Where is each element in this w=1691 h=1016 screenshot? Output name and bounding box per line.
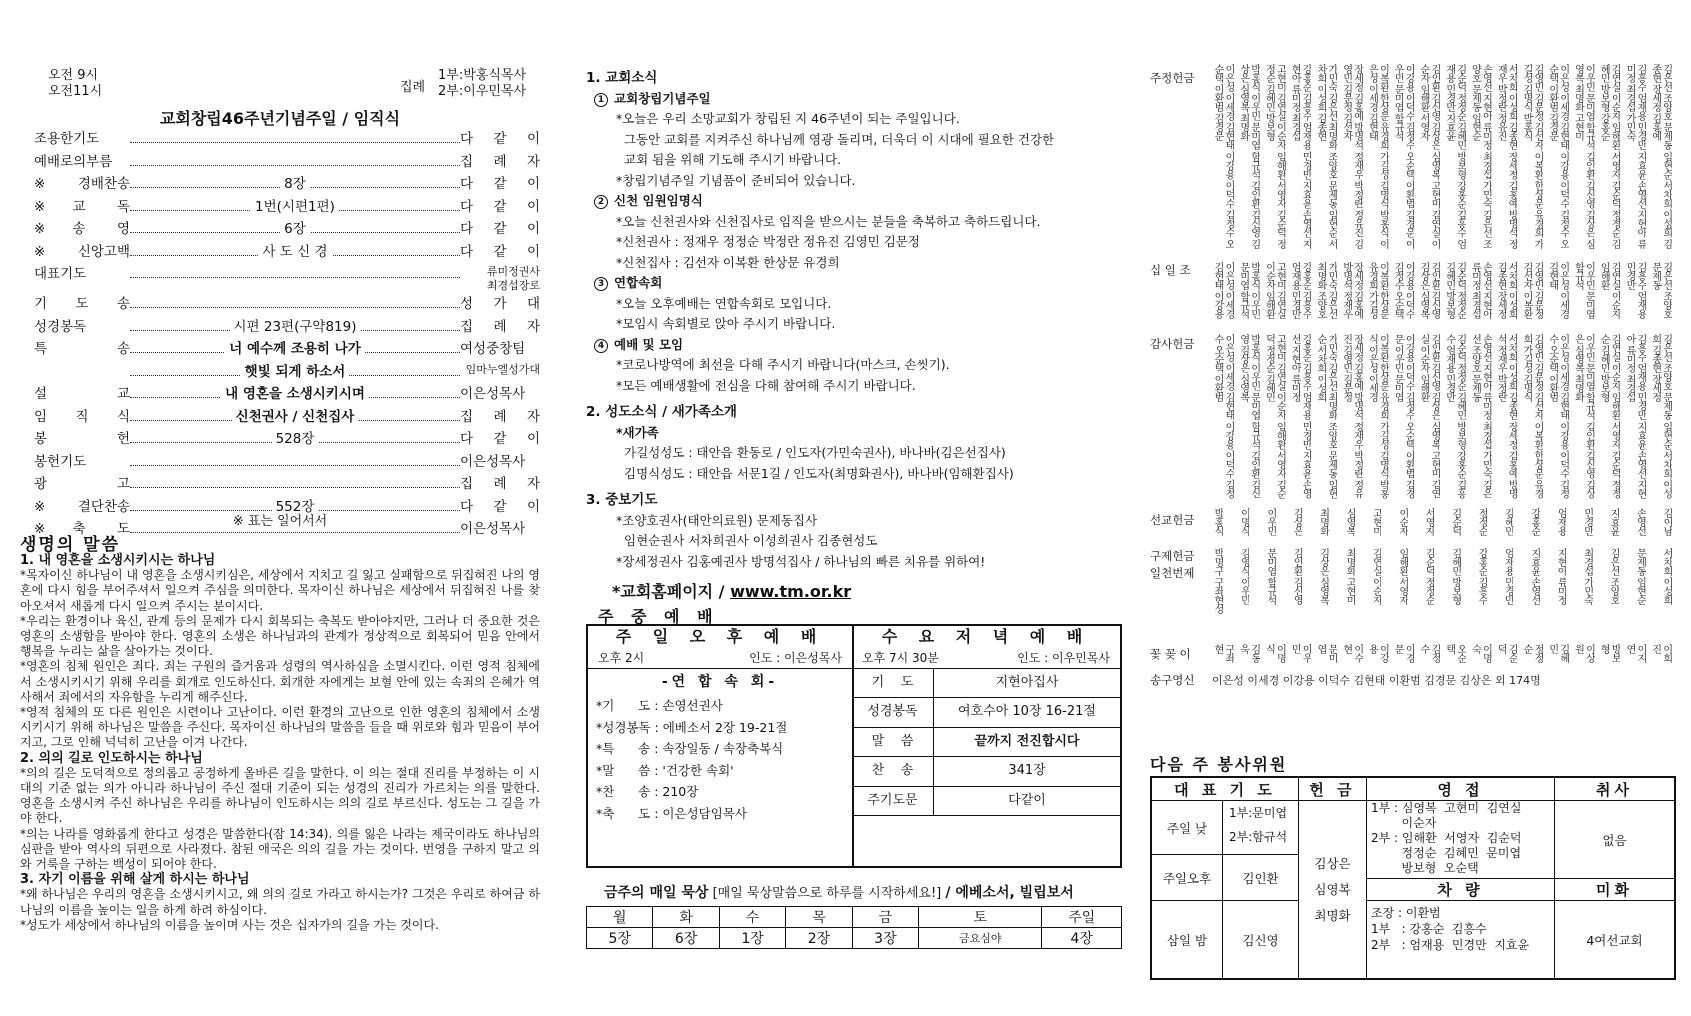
order-item-label: 봉헌기도	[34, 453, 87, 470]
sunday-afternoon-leader: 인도 : 이은성목사	[749, 651, 842, 665]
order-row	[20, 473, 540, 496]
offering-label-flowers: 꽃 꽂 이	[1150, 647, 1191, 661]
order-item-label: ※축 도	[34, 521, 130, 537]
order-row	[20, 151, 540, 174]
sunday-afternoon-order	[588, 695, 852, 824]
order-item-detail-text: 8장	[280, 176, 310, 192]
sunday-afternoon-line: *기 도 : 손영선권사	[596, 698, 723, 713]
sermon-paragraph: *왜 하나님은 우리의 영혼을 소생시키시고, 왜 의의 길로 가라고 하시는가? 그것은 우리로 하여금 하나님의 이름을 높이는 일을 하게 하려 하심이다.	[20, 887, 540, 917]
wednesday-row-value: 다같이	[934, 787, 1120, 816]
sunday-afternoon-title: 주 일 오 후 예 배	[615, 627, 825, 646]
order-item-detail	[130, 338, 460, 360]
homepage-link[interactable]: www.tm.or.kr	[730, 582, 852, 601]
order-item-label: 대표기도	[34, 266, 87, 282]
offering-label-tithe: 십 일 조	[1150, 263, 1191, 277]
order-item-leader: 다 같 이	[460, 131, 540, 147]
sunday-afternoon-panel	[588, 626, 854, 866]
offering-label-newyear: 송구영신	[1150, 673, 1195, 687]
meditation-chapter: 2장	[786, 928, 852, 949]
news-line: *코로나방역에 최선을 다해 주시기 바랍니다(마스크, 손씻기).	[616, 357, 950, 372]
sermon-paragraph: *성도가 세상에서 하나님의 이름을 높이며 사는 것은 십자가의 길을 가는 것이다.	[20, 917, 439, 932]
order-item-detail-text: 552장	[272, 499, 319, 515]
circled-number: 1	[594, 93, 608, 107]
news-heading-church: 1. 교회소식	[586, 70, 658, 86]
weekly-worship-title: 주 중 예 배	[598, 607, 719, 626]
prayer-line: *장세정권사 김홍예권사 방명석집사 / 하나님의 빠른 치유를 위하여!	[616, 553, 986, 569]
wednesday-evening-order	[852, 669, 1120, 816]
dot-leader	[130, 473, 460, 495]
order-row	[20, 128, 540, 151]
sermon-paragraph: *영혼의 침체 원인은 죄다. 죄는 구원의 즐거움과 성령의 역사하심을 소멸시킨다. 이런 영적 침체에서 소생시키시기 위해 우리를 회개로 인도하신다. 회개한 자에게는 보혈 안에 있는 속죄의 은혜가 역사해서 죄에서의 자유함을 누리게 해주신다.	[20, 659, 540, 704]
order-item-detail-text: 사 도 신 경	[258, 244, 331, 260]
order-item-leader: 이은성목사	[460, 386, 526, 402]
order-item-leader: 이은성목사	[460, 453, 526, 470]
order-item-detail	[130, 218, 460, 240]
row-label-sunday-afternoon: 주일오후	[1152, 854, 1222, 900]
meditation-day: 수	[719, 907, 785, 928]
order-item-leader: 여성중창팀	[460, 341, 526, 357]
order-item-detail-text: 내 영혼을 소생시키시며	[221, 386, 369, 402]
order-item-leader: 이은성목사	[460, 521, 526, 537]
wednesday-evening-panel	[852, 626, 1120, 866]
order-item-detail	[130, 406, 460, 428]
order-item-leader: 다 같 이	[460, 498, 540, 515]
news-heading-prayer: 3. 중보기도	[586, 492, 658, 508]
news-item-title: 3 연합속회	[594, 273, 1126, 294]
wednesday-night-prayer: 김신영	[1222, 900, 1298, 978]
order-item-label: 조용한기도	[34, 131, 100, 147]
meal-volunteers: 없음	[1554, 800, 1674, 878]
sunday-day-prayer: 1부:문미엽 2부:함규석	[1222, 800, 1298, 854]
new-family-line: 가길성성도 : 태안읍 환동로 / 인도자(가민숙권사), 바나바(김은선집사)	[624, 445, 1006, 460]
announcements	[586, 68, 1126, 603]
wednesday-row-label: 성경봉독	[852, 698, 934, 727]
sermon-paragraph: *의의 길은 도덕적으로 정의롭고 공정하게 올바른 길을 말한다. 이 의는 절대 진리를 부정하는 이 시대의 기준 없는 의가 아니라 하나님이 주신 절대 기준이 되는 성경의 진리가 가르치는 의를 말한다. 영혼을 소생시켜 주신 하나님은 우리를 하나님이 인도하시는 의의 길로 부르신다. 성도는 그 길을 가야 한다.	[20, 765, 540, 826]
sunday-afternoon-time: 오후 2시	[598, 651, 645, 665]
service-times	[48, 68, 102, 100]
offering-label-thanks: 감사헌금	[1150, 337, 1195, 351]
news-line: *모임시 속회별로 앉아 주시기 바랍니다.	[616, 316, 836, 331]
order-row	[20, 338, 540, 361]
sermon-paragraph: *우리는 환경이나 육신, 관계 등의 문제가 다시 회복되는 축복도 받아야지만, 그러나 더 중요한 것은 영혼의 소생함을 받아야 한다. 영혼의 소생은 하나님과의 관계가 정상적으로 회복되어 믿음 안에서 행복을 누리는 삶을 살아가는 것이다.	[20, 613, 540, 659]
dot-leader	[130, 451, 460, 473]
sermon-notes	[20, 553, 540, 933]
col-header-cleaning: 미화	[1554, 878, 1674, 900]
meditation-chapter: 3장	[852, 928, 918, 949]
dot-leader	[130, 263, 460, 285]
order-row	[20, 196, 540, 219]
order-item-label: 임 직 식	[34, 408, 130, 425]
announcements-column	[586, 0, 1126, 1016]
wednesday-row-value: 341장	[934, 757, 1120, 786]
dot-leader	[130, 151, 460, 173]
order-item-detail	[130, 383, 460, 405]
order-item-leader: 류미정권사 최경섭장로	[486, 265, 540, 292]
order-item-label: 예배로의부름	[34, 153, 113, 170]
order-item-detail-text: 1번(시편1편)	[251, 199, 339, 215]
order-row	[20, 316, 540, 339]
wednesday-row-label: 말 씀	[852, 728, 934, 757]
meditation-chapters-row	[587, 928, 1122, 949]
new-family-line: 김명식성도 : 태안읍 서문1길 / 인도자(최명화권사), 바나바(임해환집사)	[624, 465, 1014, 481]
news-item-title: 2 신천 임원임명식	[594, 191, 1126, 212]
order-row	[20, 241, 540, 264]
dot-leader	[130, 293, 460, 315]
sermon-paragraph: *영적 침체의 또 다른 원인은 시련이나 고난이다. 이런 환경의 고난으로 인한 영혼의 침체에서 소생시키시기 위해 하나님은 말씀을 주신다. 목자이신 하나님의 말씀을 들을 때 위로와 힘과 믿음이 부어지고, 그로 인해 넉넉히 고난을 이겨 나간다.	[20, 705, 540, 750]
daily-meditation-label: 금주의 매일 묵상	[604, 885, 709, 901]
circled-number: 3	[594, 277, 608, 291]
offering-volunteers: 김상은 심영복 최명화	[1298, 800, 1366, 978]
cleaning-volunteers: 4여선교회	[1554, 900, 1674, 978]
wednesday-row-label: 찬 송	[852, 757, 934, 786]
usher-volunteers: 1부 : 심영복 고현미 김연실 이순자 2부 : 임해환 서영자 김순덕 정정순 김혜민 문미엽 방보형 오순택	[1366, 800, 1554, 878]
daily-meditation-book: / 에베소서, 빌립보서	[945, 885, 1074, 901]
offering-names-mission: 박홍식 이명식 이우민 김상은 최명화 심영복 고현미 이순자 서영자 김순덕 정정순 김혜민 강홍순 엄재용 민경만 지효윤 손영선 김이남	[1212, 508, 1672, 535]
wednesday-evening-time: 오후 7시 30분	[862, 651, 939, 665]
news-line: *신천권사 : 정재우 정정순 박정란 정유진 김영민 김문정	[616, 234, 920, 249]
offering-column	[1150, 0, 1680, 1016]
order-row	[20, 406, 540, 429]
service-title: 교회창립46주년기념주일 / 임직식	[159, 109, 401, 128]
wednesday-row-label: 주기도문	[852, 787, 934, 816]
order-of-worship-column	[20, 0, 560, 1016]
joint-cell-meeting-title: -연 합 속 회-	[661, 674, 779, 690]
daily-meditation-note: [매일 묵상말씀으로 하루를 시작하세요!]	[712, 886, 942, 901]
news-line: *오늘 오후예배는 연합속회로 모입니다.	[616, 295, 832, 311]
wednesday-evening-title: 수 요 저 녁 예 배	[881, 627, 1091, 646]
offering-names-thanks: 이은성 이세경 김현태 이강용 이덕수 김정수 오순택 이환범 박홍식 이우민 문미엽 함규석 김인환 김신영 김상은 심영복 고현미 김연실 이순자 임해환 서영자 김순덕 정정순 김혜민 강홍순 김흥수 엄재용 민경만 지효윤 손영선 지현아 류미정 가민숙 김은선 최명화 조양호 문제동 임현순 서차희 이성희 장세정 김홍예 방명석 정재우 박정란 정유진 김영민 김문정 이복환 한상문 유경희 가길성 김명식 박홍식 이은성 이세경 이강용 이덕수 김정수 오순택 이환범 김경문 이우민 문미엽 김인환 김신영 김상은 심영복 고현미 김연실 이순자 임해환 김순덕 정정순 김혜민 방보형 강홍순 김흥수 엄재용 민경만 손영선 지현아 류미정 최경섭 가민숙 김은선 조양호 문제동 서차희 이성희 김종현 장세정 김홍예 방명석 정재우 박정란 김영민 김문정 김선자 이복환 한상문 유경희 가길성 김명식 이은성 이세경 김현태 이강용 이덕수 김정수 오순택 이환범 이우민 문미엽 함규석 김인환 김신영 김상은 심영복 최명화 김연실 이순자 임해환 서영자 김순덕 정정순 김혜민 방보형 김흥수 엄재용 민경만 지효윤 손영선 지현아 류미정 최경섭 김은선 조양호 문제동 임현순 서차희 이성희 김종현 장세정	[1212, 334, 1672, 498]
news-line: 교회 됨을 위해 기도해 주시기 바랍니다.	[624, 152, 842, 167]
offering-names-weekly: 이은성 이세경 김현태 이강용 이덕수 김정수 오순택 이환범 김경문 박홍식 이우민 문미엽 함규석 김인환 김신영 김상은 심영복 최명화 고현미 김연실 이순자 임해환 서영자 김순덕 정정순 김혜민 방보형 강홍순 김흥수 엄재용 민경만 지효윤 손영선 지현아 류미정 최경섭 가민숙 김은선 최명화 조양호 문제동 임현순 서차희 이성희 김종현 장세정 김홍예 방명석 정재우 박정란 정유진 김영민 김문정 김선자 이복환 한상문 유경희 가길성 김명식 박홍식 이은성 이세경 김현태 이강용 이덕수 김정수 오순택 이환범 김경문 이우민 문미엽 함규석 김인환 김신영 김상은 심영복 고현미 김연실 이순자 임해환 서영자 김순덕 정정순 김혜민 방보형 강홍순 김흥수 엄재용 민경만 지효윤 손영선 지현아 류미정 최경섭 가민숙 김은선 조양호 문제동 임현순 서차희 이성희 김종현 장세정 김홍예 방명석 정재우 박정란 정유진 김영민 김문정 김선자 이복환 한상문 유경희 가길성 김명식 박홍식 이은성 이세경 김현태 이강용 이덕수 김정수 오순택 이환범 김경문 이우민 문미엽 함규석 김인환 김신영 김상은 심영복 최명화 고현미 김연실 이순자 임해환 서영자 김순덕 정정순 김혜민 방보형 강홍순 김흥수 엄재용 민경만 지효윤 손영선 지현아 류미정 최경섭 가민숙 김은선 조양호 문제동 임현순 서차희 이성희 김종현 장세정 김홍예	[1212, 64, 1672, 249]
order-item-label: 봉 헌	[34, 431, 130, 447]
sermon-heading-2: 2. 의의 길로 인도하시는 하나님	[20, 750, 203, 766]
meditation-days-row	[587, 907, 1122, 928]
col-header-car: 차 량	[1366, 878, 1554, 900]
order-item-detail-text: 528장	[272, 431, 319, 447]
order-item-label: 광 고	[34, 476, 130, 492]
offering-names-flowers: 구좌현 김동욱 이명식 이우민 문미엽 이수현 이강용 이경문 김정수 오순택 이명숙 김순덕 정정순 김혜민 이상원 방보형 이지연 이희진	[1212, 644, 1672, 662]
offering-label-thousand: 일천번제	[1150, 566, 1195, 580]
meditation-day: 목	[786, 907, 852, 928]
offering-label-mission: 선교헌금	[1150, 513, 1195, 527]
sunday-afternoon-line: *축 도 : 이은성담임목사	[596, 805, 747, 821]
sunday-afternoon-line: *말 씀 : '건강한 속회'	[596, 762, 734, 778]
offering-label-weekly: 주정헌금	[1150, 71, 1195, 85]
wednesday-row-value: 지현아집사	[934, 669, 1120, 698]
circled-number: 2	[594, 195, 608, 209]
meditation-chapter: 4장	[1042, 928, 1122, 949]
order-row	[20, 428, 540, 451]
order-item-detail	[130, 316, 460, 338]
order-item-detail	[130, 173, 460, 195]
order-item-leader: 다 같 이	[460, 243, 540, 260]
order-item-detail-text: 너 예수께 조용히 나가	[225, 341, 364, 357]
order-item-detail-text: 햇빛 되게 하소서	[241, 364, 350, 380]
news-line: *오늘은 우리 소망교회가 창립된 지 46주년이 되는 주일입니다.	[616, 111, 960, 126]
wednesday-row-value: 끝까지 전진합시다	[934, 728, 1120, 757]
dot-leader	[130, 128, 460, 150]
order-row	[20, 218, 540, 241]
col-header-meal: 취사	[1554, 778, 1674, 800]
order-item-leader: 집 례 자	[460, 153, 540, 170]
presider-label: 집례	[400, 80, 426, 95]
sermon-paragraph: *의는 나라를 영화롭게 한다고 성경은 말씀한다(잠 14:34). 의를 잃은 나라는 제국이라도 하나님의 심판을 받아 역사의 뒤편으로 사라졌다. 참된 애국은 의의 길을 가는 것이다. 번영을 구하지 말고 의와 거룩을 구하는 백성이 되어야 한다.	[20, 826, 540, 872]
prayer-line: 임현순권사 서차희권사 이성희권사 김종현성도	[624, 533, 878, 548]
order-item-detail-text: 신천권사 / 신천집사	[232, 409, 359, 425]
meditation-day: 토	[919, 907, 1042, 928]
col-header-offering: 헌 금	[1298, 778, 1366, 800]
sunday-afternoon-prayer: 김인환	[1222, 854, 1298, 900]
meditation-day: 주일	[1042, 907, 1122, 928]
meditation-chapter: 1장	[719, 928, 785, 949]
weekly-worship-table	[586, 624, 1122, 868]
sermon-heading-3: 3. 자기 이름을 위해 살게 하시는 하나님	[20, 872, 250, 888]
col-header-usher: 영 접	[1366, 778, 1554, 800]
order-item-leader: 집 례 자	[460, 408, 540, 425]
order-row	[20, 361, 540, 384]
meditation-chapter: 6장	[653, 928, 719, 949]
wednesday-evening-leader: 인도 : 이우민목사	[1017, 651, 1110, 665]
order-row	[20, 263, 540, 293]
order-item-label: 기 도 송	[34, 296, 130, 312]
prayer-line: *조양호권사(태안의료원) 문제동집사	[616, 512, 818, 528]
presider-1: 1부:박홍식목사	[438, 68, 526, 83]
daily-meditation-heading	[604, 882, 1074, 902]
row-label-sunday-day: 주일 낮	[1152, 800, 1222, 854]
order-list	[20, 128, 540, 541]
order-footnote: ※ 표는 일어서서	[232, 514, 328, 529]
order-item-label: ※신앙고백	[34, 243, 130, 260]
news-line: *모든 예배생활에 전심을 다해 참여해 주시기 바랍니다.	[616, 377, 916, 393]
order-item-leader: 집 례 자	[460, 318, 540, 335]
daily-meditation-table	[586, 906, 1122, 949]
order-item-leader: 다 같 이	[460, 198, 540, 215]
order-item-label: 성경봉독	[34, 318, 87, 335]
order-item-label: ※교 독	[34, 198, 130, 215]
order-row	[20, 451, 540, 474]
order-item-detail-text: 6장	[280, 221, 310, 237]
order-item-detail-text: 시편 23편(구약819)	[230, 319, 361, 335]
service-time-2: 오전11시	[48, 84, 103, 99]
order-row	[20, 383, 540, 406]
wednesday-row-label: 기 도	[852, 669, 934, 698]
car-volunteers: 조장 : 이환범 1부 : 강홍순 김흥수 2부 : 엄재용 민경만 지효윤	[1366, 900, 1554, 978]
order-item-leader: 다 같 이	[460, 176, 540, 192]
offering-names-tithe: 이은성 이세경 김현태 이강용 박홍식 이우민 문미엽 함규석 고현미 김연실 이순자 임해환 강홍순 김흥수 엄재용 민경만 가민숙 김은선 최명화 조양호 장세정 김홍예 방명석 정재우 이복환 한상문 유경희 가길성 이강용 이덕수 김정수 오순택 김인환 김신영 김상은 심영복 김순덕 정정순 김혜민 방보형 손영선 지현아 류미정 최경섭 서차희 이성희 김종현 장세정 김영민 김문정 김선자 이복환 이은성 이세경 김현태 이우민 문미엽 함규석 김연실 이순자 임해환 김흥수 엄재용 민경만 김은선 조양호 문제동	[1212, 262, 1672, 319]
news-line: 그동안 교회를 지켜주신 하나님께 영광 돌리며, 더욱더 이 시대에 필요한 건강한	[624, 131, 1055, 147]
news-item-title: 1 교회창립기념주일	[594, 89, 1126, 110]
order-item-detail	[130, 428, 460, 450]
news-line: *창립기념주일 기념품이 준비되어 있습니다.	[616, 172, 856, 188]
meditation-chapter: 금요심야	[919, 928, 1042, 949]
meditation-day: 금	[852, 907, 918, 928]
order-item-label: 특 송	[34, 341, 130, 357]
presider-2: 2부:이우민목사	[438, 84, 526, 99]
offering-label-relief: 구제헌금	[1150, 549, 1195, 563]
wednesday-row-value: 여호수아 10장 16-21절	[934, 698, 1120, 727]
presider-list	[438, 68, 526, 100]
order-item-label: 설 교	[34, 386, 130, 402]
order-item-detail	[130, 196, 460, 218]
order-item-detail	[130, 241, 460, 263]
sermon-paragraph: *목자이신 하나님이 내 영혼을 소생시키심은, 세상에서 지치고 길 잃고 실패함으로 뒤집혀진 나의 영혼에 다시 힘을 부어주셔서 일으켜 주심을 의미한다. 목자이신 하나님은 세상에서 뒤집혀진 나를 찾아오셔서 새롭게 다시 일으켜 주시는 분이시다.	[20, 568, 540, 613]
offering-names-relief: 박명구 구좌현성 김영식 이우민 문미엽 함규석 김인환 김신영 김상은 심영복 최명화 고현미 김연실 이순자 임해환 서영자 김순덕 정정순 김혜민 방보형 강홍순 김흥수 엄재용 민경만 지효윤 손영선 지현아 류미정 최경섭 가민숙 김은선 조양호 문제동 임현순 서차희 이성희	[1212, 548, 1672, 614]
newyear-names: 이은성 이세경 이강용 이덕수 김현태 이환범 김경문 김상은 외 174명	[1212, 674, 1541, 687]
meditation-day: 화	[653, 907, 719, 928]
order-item-leader: 다 같 이	[460, 221, 540, 237]
order-item-leader: 다 같 이	[460, 431, 540, 447]
sunday-afternoon-line: *특 송 : 속장일동 / 속장축복식	[596, 741, 784, 756]
news-item-title: 4 예배 및 모임	[594, 335, 1126, 356]
sermon-heading-1: 1. 내 영혼을 소생시키시는 하나님	[20, 553, 216, 568]
order-item-leader: 임마누엘성가대	[465, 362, 540, 376]
circled-number: 4	[594, 339, 608, 353]
volunteer-table	[1150, 776, 1676, 980]
service-time-1: 오전 9시	[48, 68, 99, 83]
homepage-line: *교회홈페이지 / www.tm.or.kr	[612, 582, 852, 601]
row-label-wednesday-night: 삼일 밤	[1152, 900, 1222, 978]
sunday-afternoon-line: *성경봉독 : 에베소서 2장 19-21절	[596, 719, 788, 735]
news-line: *신천집사 : 김선자 이복환 한상문 유경희	[616, 254, 840, 270]
sermon-notes-title: 생명의 말씀	[20, 535, 121, 555]
order-item-label: ※송 영	[34, 221, 130, 237]
next-week-volunteers-title: 다음 주 봉사위원	[1150, 755, 1288, 774]
order-row	[20, 293, 540, 316]
order-item-leader: 성 가 대	[460, 296, 540, 312]
order-item-label: ※경배찬송	[34, 176, 130, 192]
new-family-label: *새가족	[616, 424, 659, 440]
news-line: *오늘 신천권사와 신천집사로 임직을 받으시는 분들을 축복하고 축하드립니다.	[616, 213, 1041, 229]
col-header-prayer: 대 표 기 도	[1174, 780, 1276, 799]
sunday-afternoon-line: *찬 송 : 210장	[596, 784, 699, 799]
order-item-leader: 집 례 자	[460, 476, 540, 492]
order-row	[20, 173, 540, 196]
meditation-day: 월	[587, 907, 653, 928]
order-item-label: ※결단찬송	[34, 498, 130, 515]
order-item-detail	[130, 361, 460, 383]
meditation-chapter: 5장	[587, 928, 653, 949]
news-heading-members: 2. 성도소식 / 새가족소개	[586, 404, 737, 420]
